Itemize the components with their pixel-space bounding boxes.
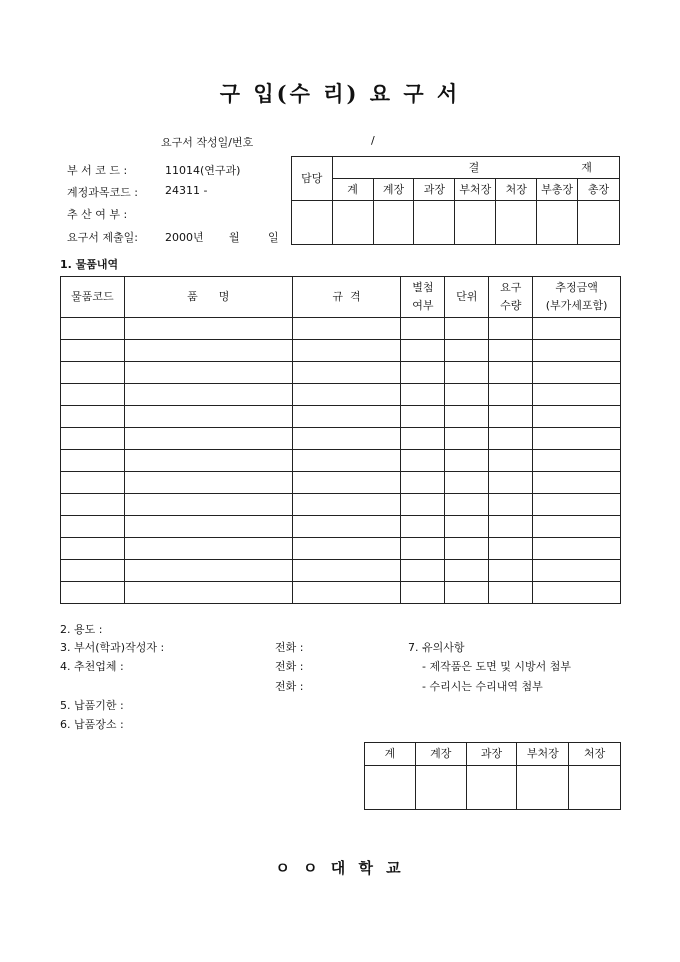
cell-name[interactable] [124, 406, 292, 428]
deadline-label: 5. 납품기한 : [60, 699, 124, 712]
supplement-label: 추 산 여 부 : [67, 208, 128, 221]
cell-unit[interactable] [445, 472, 489, 494]
cell-spec[interactable] [292, 318, 401, 340]
cell-name[interactable] [124, 450, 292, 472]
signature-cell[interactable] [578, 201, 620, 245]
approval-col: 총장 [578, 179, 620, 201]
cell-unit[interactable] [445, 450, 489, 472]
cell-code[interactable] [61, 560, 125, 582]
col-header-price [533, 277, 621, 318]
cell-spec[interactable] [292, 428, 401, 450]
cell-unit[interactable] [445, 362, 489, 384]
university-name: ㅇ ㅇ 대 학 교 [275, 859, 405, 877]
bottom-approval-col: 부처장 [517, 743, 569, 766]
phone-label-1: 전화 : [275, 641, 304, 654]
cell-qty[interactable] [489, 516, 533, 538]
cell-qty[interactable] [489, 582, 533, 604]
col-header-spec: 규 격 [292, 277, 401, 318]
note-drawing: - 제작품은 도면 및 시방서 첨부 [422, 660, 571, 673]
price-line1: 추정금액 [555, 281, 598, 294]
cell-unit[interactable] [445, 384, 489, 406]
cell-attach[interactable] [401, 538, 445, 560]
account-code-label: 계정과목코드 : [67, 186, 138, 199]
cell-attach[interactable] [401, 582, 445, 604]
attach-line2: 여부 [412, 299, 434, 312]
delivery-place-label: 6. 납품장소 : [60, 718, 124, 731]
table-row [61, 450, 621, 472]
signature-cell[interactable] [292, 201, 333, 245]
table-row [61, 582, 621, 604]
qty-line1: 요구 [500, 281, 522, 294]
cell-price[interactable] [533, 318, 621, 340]
submit-date-label: 요구서 제출일: [67, 231, 138, 244]
signature-cell[interactable] [496, 201, 537, 245]
cell-qty[interactable] [489, 472, 533, 494]
bottom-signature-cell[interactable] [365, 766, 416, 810]
items-section-heading: 1. 물품내역 [60, 258, 119, 271]
cell-code[interactable] [61, 582, 125, 604]
cell-code[interactable] [61, 428, 125, 450]
cell-price[interactable] [533, 340, 621, 362]
cell-name[interactable] [124, 582, 292, 604]
cell-qty[interactable] [489, 406, 533, 428]
cell-price[interactable] [533, 428, 621, 450]
account-code-value: 24311 - [165, 184, 208, 197]
cell-unit[interactable] [445, 494, 489, 516]
table-row [61, 538, 621, 560]
cell-spec[interactable] [292, 362, 401, 384]
document-title: 구 입(수 리) 요 구 서 [219, 81, 461, 106]
cell-price[interactable] [533, 494, 621, 516]
cell-spec[interactable] [292, 472, 401, 494]
phone-label-2: 전화 : [275, 660, 304, 673]
cell-code[interactable] [61, 318, 125, 340]
cell-spec[interactable] [292, 516, 401, 538]
col-header-name: 품 명 [124, 277, 292, 318]
cell-unit[interactable] [445, 428, 489, 450]
table-row [61, 494, 621, 516]
bottom-approval-col: 처장 [569, 743, 621, 766]
cell-name[interactable] [124, 538, 292, 560]
approval-group-title [332, 157, 619, 179]
table-row [61, 318, 621, 340]
cell-spec[interactable] [292, 450, 401, 472]
bottom-approval-col: 계 [365, 743, 416, 766]
signature-cell[interactable] [373, 201, 414, 245]
phone-label-3: 전화 : [275, 680, 304, 693]
cell-price[interactable] [533, 560, 621, 582]
attach-line1: 별첨 [412, 281, 434, 294]
col-header-unit: 단위 [445, 277, 489, 318]
date-number-separator: / [371, 134, 375, 147]
submit-year: 2000년 [165, 231, 204, 244]
approval-in-charge: 담당 [292, 157, 333, 201]
cell-spec[interactable] [292, 340, 401, 362]
cell-spec[interactable] [292, 384, 401, 406]
approval-col: 계장 [373, 179, 414, 201]
cell-qty[interactable] [489, 560, 533, 582]
cell-spec[interactable] [292, 538, 401, 560]
cell-price[interactable] [533, 516, 621, 538]
cell-spec[interactable] [292, 560, 401, 582]
table-row [61, 406, 621, 428]
cell-name[interactable] [124, 318, 292, 340]
table-row [61, 560, 621, 582]
dept-code-label: 부 서 코 드 : [67, 164, 128, 177]
signature-cell[interactable] [455, 201, 496, 245]
cell-price[interactable] [533, 406, 621, 428]
signature-cell[interactable] [414, 201, 455, 245]
cell-code[interactable] [61, 472, 125, 494]
submit-day: 일 [268, 231, 279, 244]
cell-name[interactable] [124, 472, 292, 494]
approval-col: 과장 [414, 179, 455, 201]
cell-attach[interactable] [401, 472, 445, 494]
items-table [60, 276, 621, 604]
cell-unit[interactable] [445, 538, 489, 560]
cell-name[interactable] [124, 494, 292, 516]
cell-qty[interactable] [489, 340, 533, 362]
bottom-signature-cell[interactable] [517, 766, 569, 810]
cell-qty[interactable] [489, 428, 533, 450]
cell-name[interactable] [124, 362, 292, 384]
table-row [61, 428, 621, 450]
cell-attach[interactable] [401, 406, 445, 428]
bottom-approval-col: 계장 [415, 743, 466, 766]
cell-code[interactable] [61, 538, 125, 560]
table-row [61, 340, 621, 362]
bottom-signature-cell[interactable] [569, 766, 621, 810]
approval-table [291, 156, 620, 245]
usage-label: 2. 용도 : [60, 623, 103, 636]
approval-col: 계 [332, 179, 373, 201]
table-row [61, 472, 621, 494]
bottom-approval-col: 과장 [466, 743, 517, 766]
cell-code[interactable] [61, 450, 125, 472]
cell-qty[interactable] [489, 318, 533, 340]
col-header-qty [489, 277, 533, 318]
approval-col: 부처장 [455, 179, 496, 201]
price-line2: (부가세포함) [545, 299, 608, 312]
bottom-signature-cell[interactable] [415, 766, 466, 810]
cell-attach[interactable] [401, 362, 445, 384]
approval-title-part2: 재 [581, 160, 592, 174]
cell-code[interactable] [61, 340, 125, 362]
cell-price[interactable] [533, 384, 621, 406]
cell-code[interactable] [61, 516, 125, 538]
cell-unit[interactable] [445, 560, 489, 582]
cell-price[interactable] [533, 450, 621, 472]
bottom-signature-cell[interactable] [466, 766, 517, 810]
cell-spec[interactable] [292, 582, 401, 604]
cell-name[interactable] [124, 560, 292, 582]
signature-cell[interactable] [332, 201, 373, 245]
cell-attach[interactable] [401, 560, 445, 582]
cell-attach[interactable] [401, 516, 445, 538]
col-header-attach [401, 277, 445, 318]
cell-qty[interactable] [489, 494, 533, 516]
approval-title-part1: 결 [468, 160, 480, 174]
cell-price[interactable] [533, 362, 621, 384]
cell-name[interactable] [124, 516, 292, 538]
cell-qty[interactable] [489, 384, 533, 406]
cell-attach[interactable] [401, 340, 445, 362]
submit-month: 월 [229, 231, 240, 244]
cell-unit[interactable] [445, 318, 489, 340]
note-repair: - 수리시는 수리내역 첨부 [422, 680, 543, 693]
cell-unit[interactable] [445, 516, 489, 538]
cell-code[interactable] [61, 406, 125, 428]
cell-price[interactable] [533, 582, 621, 604]
qty-line2: 수량 [500, 299, 522, 312]
cell-attach[interactable] [401, 450, 445, 472]
cell-spec[interactable] [292, 406, 401, 428]
cell-price[interactable] [533, 538, 621, 560]
cell-attach[interactable] [401, 428, 445, 450]
bottom-approval-table [364, 742, 621, 810]
signature-cell[interactable] [537, 201, 578, 245]
table-row [61, 384, 621, 406]
cell-qty[interactable] [489, 450, 533, 472]
notes-title: 7. 유의사항 [408, 641, 465, 654]
cell-attach[interactable] [401, 384, 445, 406]
table-row [61, 516, 621, 538]
dept-code-value: 11014(연구과) [165, 164, 241, 177]
vendor-label: 4. 추천업체 : [60, 660, 124, 673]
cell-name[interactable] [124, 428, 292, 450]
author-label: 3. 부서(학과)작성자 : [60, 641, 165, 654]
col-header-code: 물품코드 [61, 277, 125, 318]
cell-attach[interactable] [401, 318, 445, 340]
cell-qty[interactable] [489, 362, 533, 384]
cell-code[interactable] [61, 384, 125, 406]
cell-spec[interactable] [292, 494, 401, 516]
date-number-label: 요구서 작성일/번호 [161, 136, 254, 149]
cell-unit[interactable] [445, 582, 489, 604]
items-table-body [61, 318, 621, 604]
cell-name[interactable] [124, 384, 292, 406]
approval-col: 처장 [496, 179, 537, 201]
cell-attach[interactable] [401, 494, 445, 516]
approval-col: 부총장 [537, 179, 578, 201]
cell-unit[interactable] [445, 406, 489, 428]
cell-qty[interactable] [489, 538, 533, 560]
table-row [61, 362, 621, 384]
cell-code[interactable] [61, 494, 125, 516]
cell-name[interactable] [124, 340, 292, 362]
cell-unit[interactable] [445, 340, 489, 362]
cell-price[interactable] [533, 472, 621, 494]
cell-code[interactable] [61, 362, 125, 384]
